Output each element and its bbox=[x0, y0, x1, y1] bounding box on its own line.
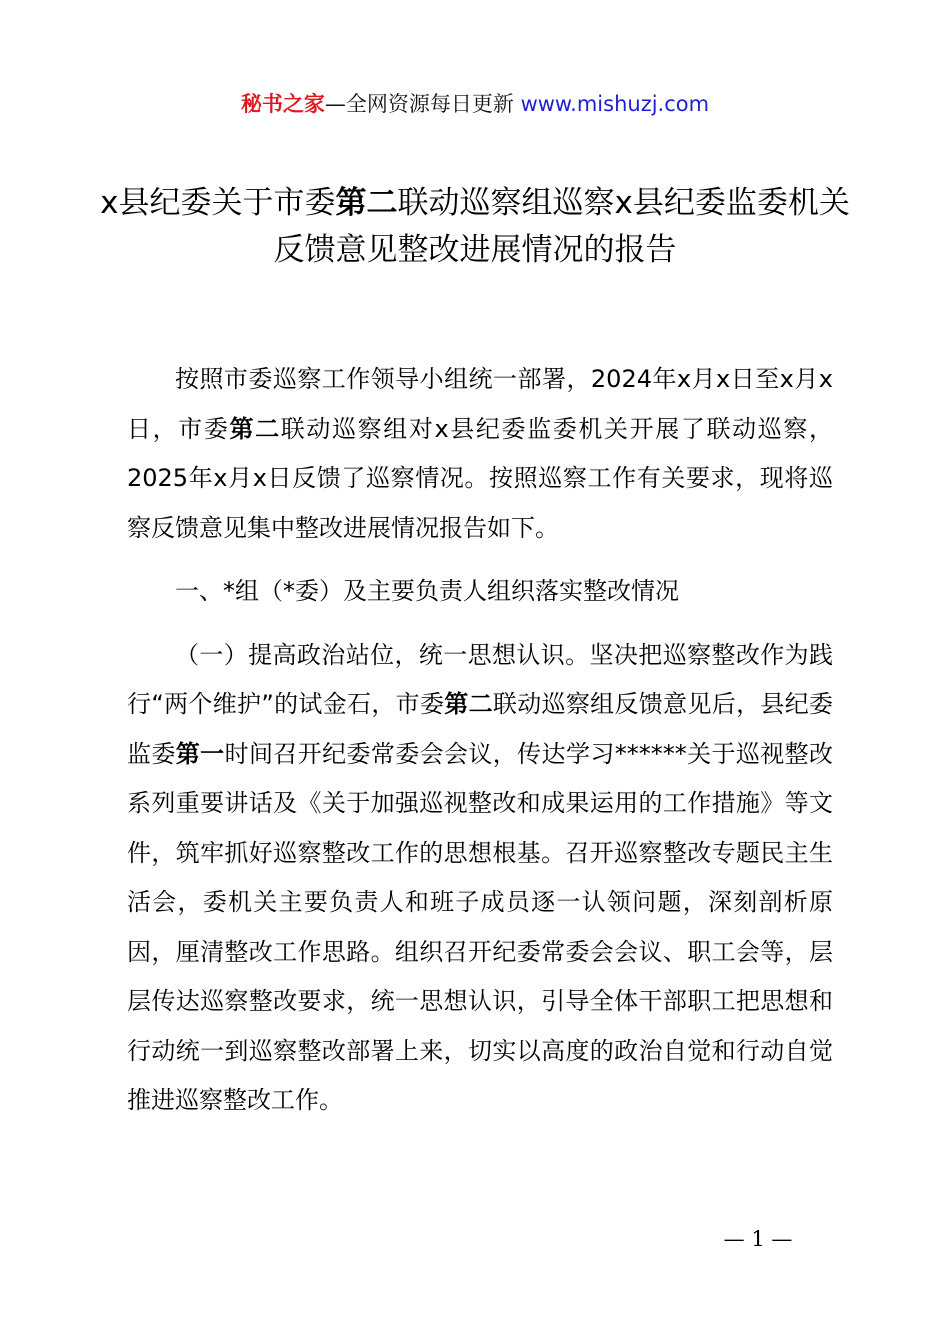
site-url-link[interactable]: www.mishuzj.com bbox=[520, 92, 710, 116]
site-header bbox=[0, 88, 950, 120]
intro-text-2: 联动巡察组对x县纪委监委机关开展了联动巡察，2025年x月x日反馈了巡察情况。按照巡察工作有关要求，现将巡察反馈意见集中整改进展情况报告如下。 bbox=[127, 414, 834, 542]
site-brand: 秘书之家 bbox=[240, 92, 325, 116]
para1-text-1: （一）提高政治站位，统一思想认识。坚决把巡察整改作为践行“两个维护”的试金石，市委 bbox=[127, 640, 833, 718]
document-body bbox=[127, 355, 833, 1126]
para1-bold-1: 第二 bbox=[444, 690, 493, 718]
intro-paragraph bbox=[127, 355, 833, 553]
page-number: — 1 — bbox=[723, 1227, 793, 1251]
para1-text-3: 时间召开纪委常委会会议，传达学习******关于巡视整改系列重要讲话及《关于加强巡视整改和成果运用的工作措施》等文件，筑牢抓好巡察整改工作的思想根基。召开巡察整改专题民主生活会，委机关主要负责人和班子成员逐一认领问题，深刻剖析原因，厘清整改工作思路。组织召开纪委常委会会议、职工会等，层层传达巡察整改要求，统一思想认识，引导全体干部职工把思想和行动统一到巡察整改部署上来，切实以高度的政治自觉和行动自觉推进巡察整改工作。 bbox=[127, 739, 834, 1114]
site-tagline: —全网资源每日更新 bbox=[324, 92, 521, 116]
intro-bold: 第二 bbox=[229, 414, 281, 443]
document-title bbox=[100, 180, 850, 274]
title-part-2: 联动巡察组巡察x县纪委监委机关反馈意见整改进展情况的报告 bbox=[273, 185, 850, 268]
title-part-1: x县纪委关于市委 bbox=[100, 185, 336, 221]
intro-text-1: 按照市委巡察工作领导小组统一部署，2024年x月x日至x月x日，市委 bbox=[127, 365, 833, 443]
section-heading-1: 一、*组（*委）及主要负责人组织落实整改情况 bbox=[175, 577, 679, 605]
paragraph-1 bbox=[127, 631, 833, 1126]
title-bold-1: 第二 bbox=[335, 185, 398, 221]
para1-text-2: 联动巡察组反馈意见后，县纪委监委 bbox=[127, 690, 834, 768]
para1-bold-2: 第一 bbox=[175, 739, 225, 768]
